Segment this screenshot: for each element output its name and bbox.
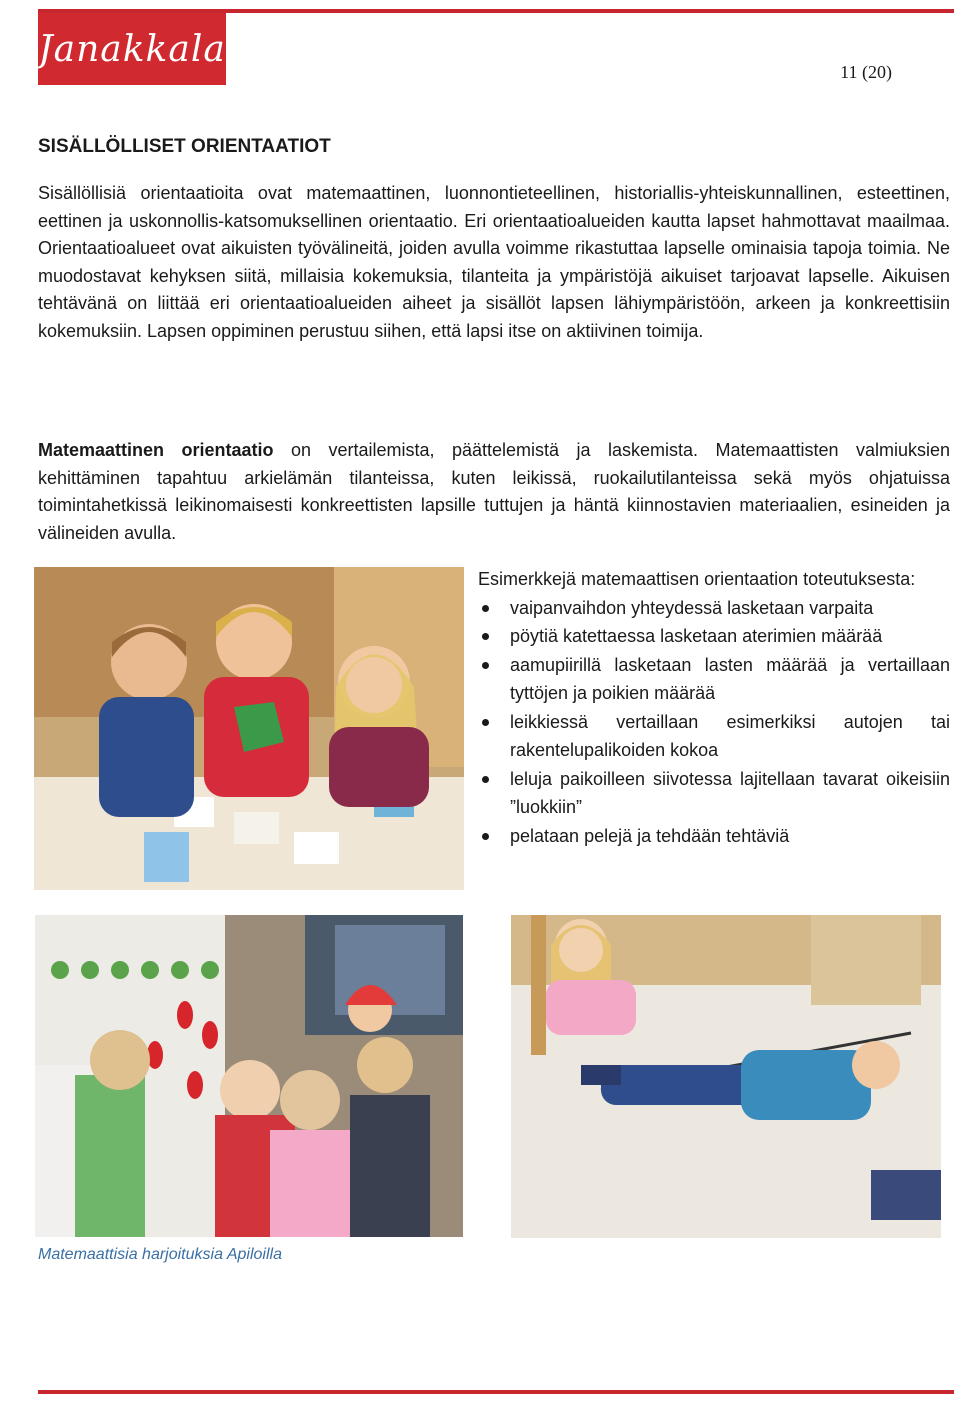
intro-paragraph: Sisällöllisiä orientaatioita ovat matemaattinen, luonnontieteellinen, historiallis-yhteiskunnallinen, esteettinen, eettinen ja uskonnollis-katsomuksellinen orientaatio. Eri orientaatioalueiden kautta lapset hahmottavat maailmaa. Orientaatioalueet ovat aikuisten työvälineitä, joiden avulla voimme rikastuttaa lapselle ominaisia tapoja toimia. Ne muodostavat kehyksen siitä, millaisia kokemuksia, tilanteita ja ympäristöjä aikuiset tarjoavat lapselle. Aikuisen tehtävänä on liittää eri orientaatioalueiden aiheet ja sisällöt lapsen lähiympäristöön, arkeen ja konkreettisiin kokemuksiin. Lapsen oppiminen perustuu siihen, että lapsi itse on aktiivinen toimija. [38, 183, 950, 341]
page-number: 11 (20) [840, 62, 892, 82]
math-term: Matemaattinen orientaatio [38, 440, 274, 460]
photo-measuring-child [511, 915, 941, 1238]
example-item: leikkiessä vertaillaan esimerkiksi autojen tai rakentelupalikoiden kokoa [478, 708, 950, 765]
examples-list [478, 594, 950, 851]
example-item: leluja paikoilleen siivotessa lajitellaan tavarat oikeisiin ”luokkiin” [478, 765, 950, 822]
photo-children-at-wall [35, 915, 463, 1237]
math-paragraph [38, 437, 950, 547]
math-text: on vertailemista, päättelemistä ja laskemista. Matemaattisten valmiuksien kehittäminen tapahtuu arkielämän tilanteissa, kuten leikissä, ruokailutilanteissa sekä myös ohjatuissa toimintahetkissä leikinomaisesti konkreettisten lapsille tuttujen ja häntä kiinnostavien materiaalien, esineiden ja välineiden avulla. [38, 440, 951, 543]
example-item: aamupiirillä lasketaan lasten määrää ja vertaillaan tyttöjen ja poikien määrää [478, 651, 950, 708]
logo-text: Janakkala [38, 28, 226, 70]
examples-block [478, 565, 950, 850]
examples-intro: Esimerkkejä matemaattisen orientaation toteutuksesta: [478, 569, 916, 589]
janakkala-logo [38, 13, 226, 85]
example-item: vaipanvaihdon yhteydessä lasketaan varpaita [478, 594, 950, 623]
photo-children-at-table [34, 567, 464, 890]
bottom-rule [38, 1390, 954, 1394]
photo-caption: Matemaattisia harjoituksia Apiloilla [38, 1246, 282, 1263]
example-item: pelataan pelejä ja tehdään tehtäviä [478, 822, 950, 851]
section-title: SISÄLLÖLLISET ORIENTAATIOT [38, 136, 331, 157]
example-item: pöytiä katettaessa lasketaan aterimien määrää [478, 622, 950, 651]
